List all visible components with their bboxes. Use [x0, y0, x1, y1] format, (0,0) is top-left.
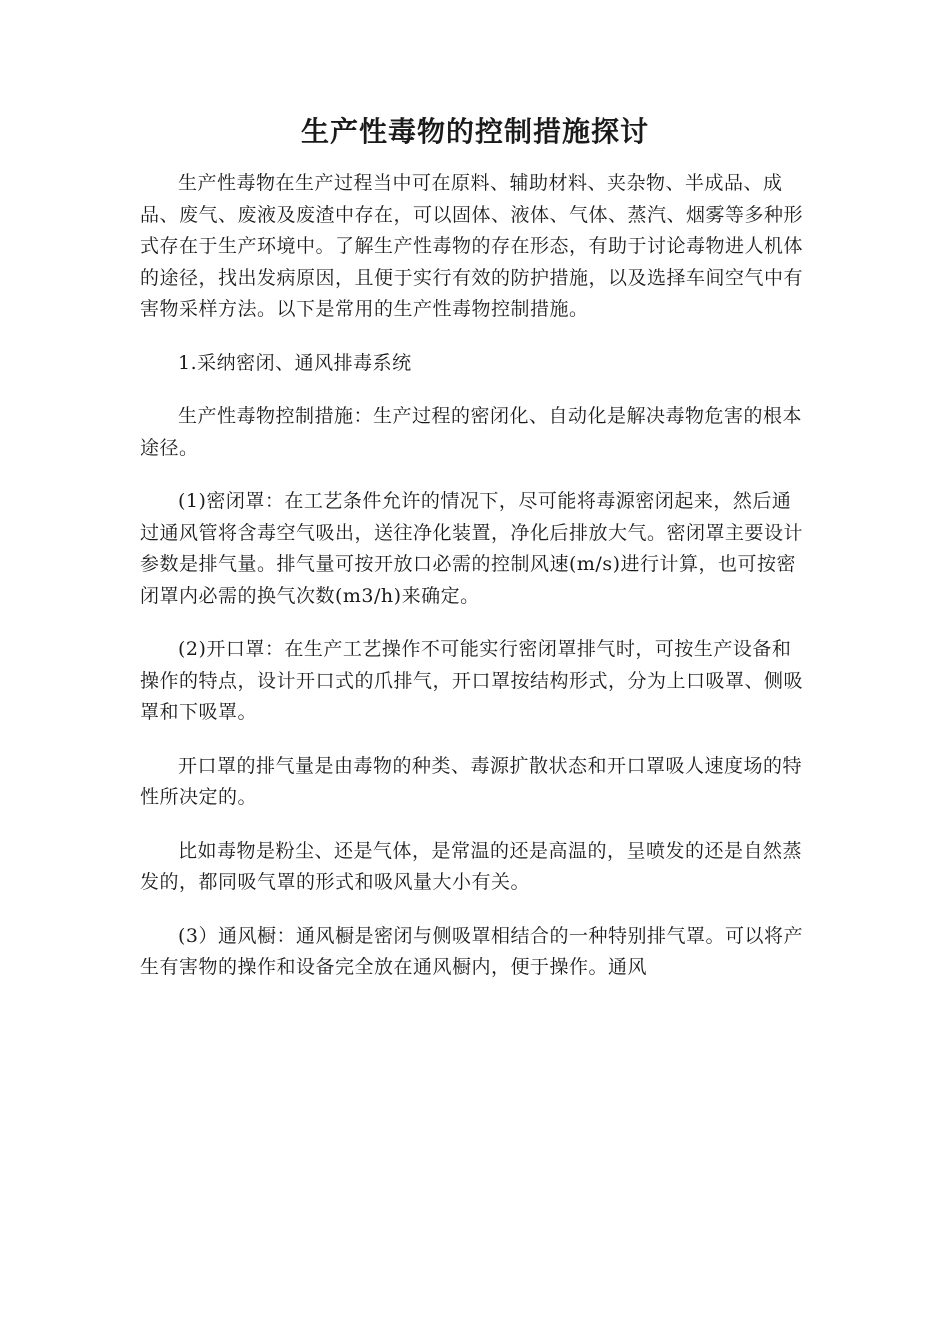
- paragraph-open-hood: (2)开口罩：在生产工艺操作不可能实行密闭罩排气时，可按生产设备和操作的特点，设计开口式的爪排气，开口罩按结构形式，分为上口吸罩、侧吸罩和下吸罩。: [140, 638, 804, 723]
- document-title: 生产性毒物的控制措施探讨: [300, 115, 649, 148]
- paragraph-example: 比如毒物是粉尘、还是气体，是常温的还是高温的，呈喷发的还是自然蒸发的，都同吸气罩的形式和吸风量大小有关。: [140, 839, 803, 893]
- paragraph-open-hood-exhaust: 开口罩的排气量是由毒物的种类、毒源扩散状态和开口罩吸人速度场的特性所决定的。: [140, 754, 803, 808]
- section-heading-1: 1.采纳密闭、通风排毒系统: [178, 351, 412, 374]
- document-page: [0, 112, 950, 1342]
- paragraph-closed-hood: (1)密闭罩：在工艺条件允许的情况下，尽可能将毒源密闭起来，然后通过通风管将含毒空气吸出，送往净化装置，净化后排放大气。密闭罩主要设计参数是排气量。排气量可按开放口必需的控制风速(m/s)进行计算，也可按密闭罩内必需的换气次数(m3/h)来确定。: [140, 490, 804, 607]
- paragraph-fume-hood: (3）通风橱：通风橱是密闭与侧吸罩相结合的一种特别排气罩。可以将产生有害物的操作和设备完全放在通风橱内，便于操作。通风: [140, 924, 804, 978]
- paragraph-control-measures: 生产性毒物控制措施：生产过程的密闭化、自动化是解决毒物危害的根本途径。: [140, 405, 803, 459]
- paragraph-intro: 生产性毒物在生产过程当中可在原料、辅助材料、夹杂物、半成品、成品、废气、废液及废渣中存在，可以固体、液体、气体、蒸汽、烟雾等多种形式存在于生产环境中。了解生产性毒物的存在形态，有助于讨论毒物进人机体的途径，找出发病原因，且便于实行有效的防护措施，以及选择车间空气中有害物采样方法。以下是常用的生产性毒物控制措施。: [140, 172, 804, 320]
